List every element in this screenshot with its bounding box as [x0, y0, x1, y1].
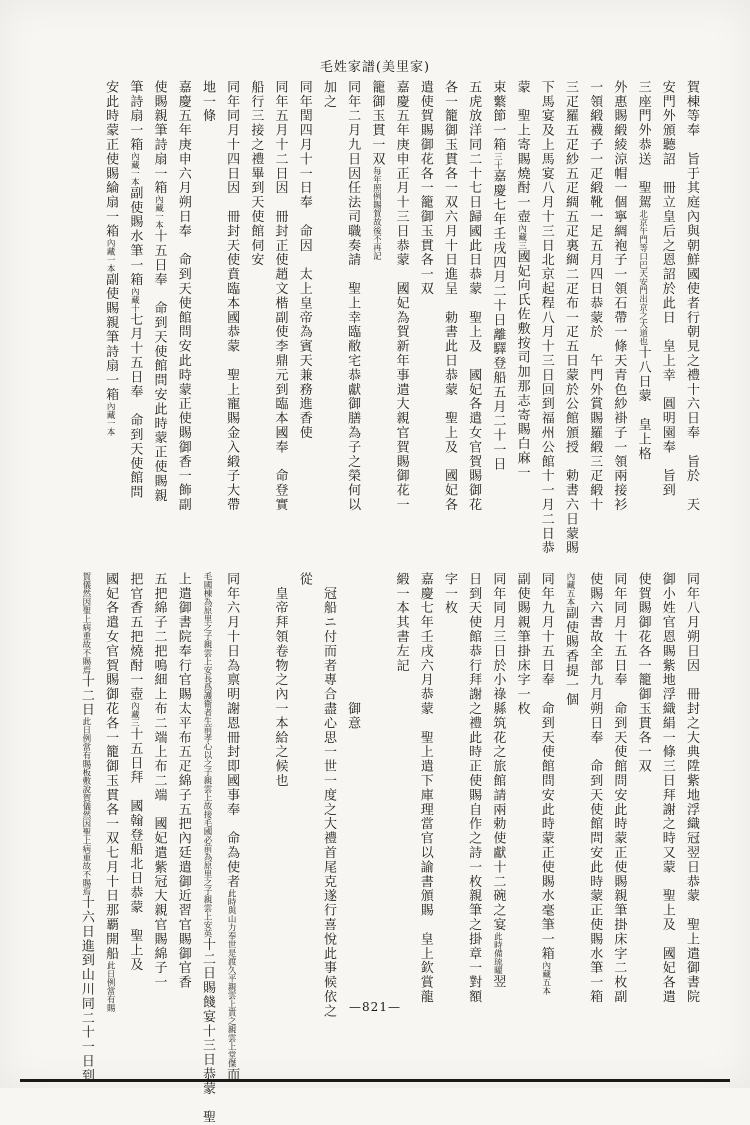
interlinear-note: 內藏三 [129, 701, 140, 728]
upper-column [243, 80, 267, 546]
column-text-cont: 十二日賜餞宴十三日恭蒙 聖 [199, 937, 215, 1125]
interlinear-note: 內藏一本 [105, 402, 116, 437]
upper-column [485, 80, 509, 546]
interlinear-note: 此時與山力奉世是渡久平親雲上貴之親雲上堂傑 [226, 888, 237, 1068]
interlinear-note: 內藏五本 [540, 960, 551, 995]
upper-column [534, 80, 558, 556]
column-text: 緞一本其書左記 [393, 572, 409, 673]
upper-column [146, 80, 170, 546]
column-text: 使賜親筆詩扇一箱 [151, 80, 167, 196]
column-text: 安門外頒聽詔 冊立皇后之恩詔於此日 皇上幸 圓明園奉 旨到 [659, 80, 675, 498]
column-text: 筆詩扇一箱 [127, 80, 143, 152]
interlinear-note: 賀儀然因聖上病重故不賜焉 [80, 572, 91, 674]
interlinear-note: 內藏一本 [105, 238, 116, 273]
lower-column [606, 572, 630, 1002]
column-text-cont: 而 [224, 1067, 240, 1082]
column-text: 下馬宴及上馬宴八月十三日北京起程八月十三日回到福州公館十一月二日恭 [538, 80, 554, 556]
column-text-cont: 副使賜香提一個 [562, 606, 578, 707]
column-text: 船行三接之禮畢到天使館伺安 [248, 80, 264, 268]
lower-column [388, 572, 412, 1002]
column-text: 冠船ニ付而者專合盡心思一世一度之大禮首尾克遂行喜悅此事候依之 [320, 572, 336, 1019]
column-text: 籠御玉貫一双 [369, 80, 385, 167]
lower-column [437, 572, 461, 1002]
column-text-cont: 嘉慶七年壬戌四月二十日離驛登船五月二十一日 [490, 169, 506, 472]
upper-column [292, 80, 316, 546]
bottom-rule [20, 1079, 730, 1082]
column-text: 遣使賀賜御花各一籠御玉貫各一双 [417, 80, 433, 296]
column-text-cont: 十六日進到山川同二十一日到 [78, 895, 94, 1083]
column-text: 從 [296, 572, 312, 1062]
running-header: 毛姓家譜(美里家) [319, 60, 431, 75]
column-text: 一領緞襪子一疋緞靴一足五月四日恭蒙於 午門外賞賜羅緞三疋緞十 [587, 80, 603, 512]
column-text: 副使賜親筆掛床字一枚 [514, 572, 530, 716]
upper-column [606, 80, 630, 546]
column-text: 御小姓官恩賜紫地浮織絹一條三日拜謝之時又蒙 聖上及 國妃各遣 [659, 572, 675, 1004]
column-text: 日到天使館恭行拜謝之禮此時正使賜自作之詩一枚親筆之掛章一對額 [466, 572, 482, 1004]
column-text: 外惠賜緞綾涼帽一個寧綢袍子一領石帶一條天青色紗褂子一領兩接衫 [611, 80, 627, 512]
column-text: 束蘩節一箱 [490, 80, 506, 152]
upper-column [171, 80, 195, 546]
upper-column [558, 80, 582, 556]
lower-column [292, 572, 316, 1062]
lower-column [340, 572, 364, 1002]
column-text: 字一枚 [441, 572, 457, 616]
column-text: 國妃各遣女官賀賜御花各一籠御玉貫各一双七月十日那覇開船 [103, 572, 119, 961]
column-text: 安此時蒙正使賜綸扇一箱 [103, 80, 119, 239]
column-text: 把官香五把燒酎一壺 [127, 572, 143, 702]
upper-column [340, 80, 364, 546]
column-text: 嘉慶五年庚申六月朔日奉 命到天使館問安此時蒙正使賜御香一飾副 [175, 80, 191, 512]
column-text: 三疋羅五疋紗五疋綢五疋裏綢二疋布一疋五日蒙於公館頒授 勅書六日蒙賜 [562, 80, 578, 556]
lower-column [413, 572, 437, 1002]
lower-column [316, 572, 340, 1019]
lower-column [267, 572, 291, 1002]
lower-column [146, 572, 170, 1002]
column-text: 使賀賜御花各一籠御玉貫各一双 [635, 572, 651, 774]
lower-column [655, 572, 679, 1002]
lower-column [630, 572, 654, 1002]
lower-column [582, 572, 606, 1002]
page-number: —821— [349, 1000, 401, 1014]
column-text: 御意 [345, 572, 361, 731]
column-text: 五虎放洋同二十七日歸國此日恭蒙 聖上及 國妃各遣女官賀賜御花 [466, 80, 482, 512]
lower-column [74, 572, 98, 1083]
column-text: 同年同月三日於小祿縣筑花之旅館請兩勅使獻十二碗之宴 [490, 572, 506, 932]
column-text: 同年五月十二日因 冊封正使趙文楷副使李鼎元到臨本國奉 命登實 [272, 80, 288, 512]
column-text: 同年閏四月十一日奉 命因 太上皇帝為賓天兼務進香使 [296, 80, 312, 440]
interlinear-note: 三十 [492, 152, 503, 169]
lower-column [98, 572, 122, 1012]
upper-column [388, 80, 412, 546]
column-text: 皇帝拜領卷物之內一本給之候也 [272, 572, 288, 788]
upper-column [509, 80, 533, 546]
column-text: 使賜六書故全部九月朔日奉 命到天使館問安此時蒙正使賜水筆一箱 [587, 572, 603, 1004]
column-text: 嘉慶七年壬戌六月恭蒙 聖上遣下庫理當官以諭書頒賜 皇上欽賞龍 [417, 572, 433, 1004]
upper-column [267, 80, 291, 546]
upper-column [655, 80, 679, 546]
column-text: 加之 [320, 80, 336, 109]
upper-column [437, 80, 461, 546]
upper-column [679, 80, 703, 546]
upper-column [630, 80, 654, 546]
column-text: 三座門外恭送 聖駕 [635, 80, 651, 210]
column-text: 同年九月十五日奉 命到天使館問安此時蒙正使賜水毫筆一箱 [538, 572, 554, 961]
column-text: 地一條 [199, 80, 215, 124]
lower-column [171, 572, 195, 1002]
column-text: 同年二月九日因任法司職奏請 聖上幸臨敝宅恭獻御膳為子之榮何以 [345, 80, 361, 512]
lower-column [485, 572, 509, 1002]
lower-column [219, 572, 243, 1082]
lower-column [558, 572, 582, 1002]
column-text-cont: 副使賜水筆一箱 [127, 186, 143, 287]
lower-column [364, 572, 388, 1002]
interlinear-note: 內藏十 [129, 286, 140, 313]
column-text: 上遣御書院奉行官賜太平布五疋綿子五把內廷遣御近習官賜御官香 [175, 572, 191, 990]
lower-column [461, 572, 485, 1002]
column-text: 各一籠御玉貫各一双六月十日進呈 勅書此日恭蒙 聖上及 國妃各 [441, 80, 457, 512]
column-text: 同年同月十四日因 冊封天使賁臨本國恭蒙 聖上寵賜金入緞子大帶 [224, 80, 240, 512]
interlinear-note: 內藏一本 [129, 152, 140, 186]
column-text: 蒙 聖上寄賜燒酎一壺 [514, 80, 530, 224]
upper-column [413, 80, 437, 546]
upper-column [122, 80, 146, 546]
interlinear-note: 毛國棟為原里之子親雲上安長爲護衛者生前孝心以之子親雲上故接毛國必前為原里之子親雲上安英 [201, 572, 212, 938]
column-text-cont: 十二日 [78, 674, 94, 718]
lower-column [679, 572, 703, 1002]
interlinear-note: 此日例當有賜板敷說賀儀然因聖上病重故不賜焉 [80, 717, 91, 896]
column-text: 賀棟等奉 旨于其庭內與朝鮮國使者行朝見之禮十六日奉 旨於 天 [684, 80, 699, 512]
column-text-cont: 國妃向氏佐敷按司加那志寄賜白麻一 [514, 249, 530, 480]
upper-column [364, 80, 388, 546]
interlinear-note: 北京午門等口巴天安門出京之大道也 [637, 209, 648, 346]
interlinear-note: 此時備琉曜 [492, 932, 503, 975]
column-text-cont: 七月十五日奉 命到天使館問 [127, 312, 143, 500]
column-text: 同年同月十五日奉 命到天使館問安此時蒙正使賜親筆掛床字二枚副 [611, 572, 627, 1004]
column-text-cont: 十五日拜 國翰登船北日恭蒙 聖上及 [127, 727, 143, 972]
lower-column [509, 572, 533, 1002]
upper-column [461, 80, 485, 546]
interlinear-note: 內藏一本 [153, 195, 164, 230]
column-text-cont: 翌 [490, 974, 506, 989]
interlinear-note: 每年照例賜賀故後不再記 [371, 166, 382, 260]
lower-column [243, 572, 267, 1002]
column-text: 同年八月朔日因 冊封之大典陞紫地浮織冠翌日恭蒙 聖上遣御書院 [684, 572, 699, 1004]
interlinear-note: 內藏三 [516, 224, 527, 250]
column-text: 嘉慶五年庚申正月十三日恭蒙 國妃為賀新年事遣大親官賀賜御花一 [393, 80, 409, 512]
column-text-cont: 副使賜親筆詩扇一箱 [103, 272, 119, 403]
interlinear-note: 此日例當有賜 [105, 960, 116, 1012]
column-text-cont: 十五日奉 命到天使館問安此時蒙正使賜親 [151, 229, 167, 503]
column-text-cont: 十八日蒙 皇上格 [635, 345, 651, 461]
column-text: 同年六月十日為禀明謝恩冊封即國事奉 命為使者 [224, 572, 240, 889]
lower-column [122, 572, 146, 1002]
lower-column [195, 572, 219, 1125]
upper-column [582, 80, 606, 546]
upper-column [98, 80, 122, 546]
upper-column [219, 80, 243, 546]
upper-column [195, 80, 219, 546]
interlinear-note: 內藏五本 [564, 572, 575, 606]
upper-text-block [53, 80, 703, 556]
upper-column [316, 80, 340, 546]
lower-column [534, 572, 558, 1002]
column-text: 五把綿子二把鳴細上布二端上布二端 國妃遣紫冠大親官賜綿子一 [151, 572, 167, 990]
